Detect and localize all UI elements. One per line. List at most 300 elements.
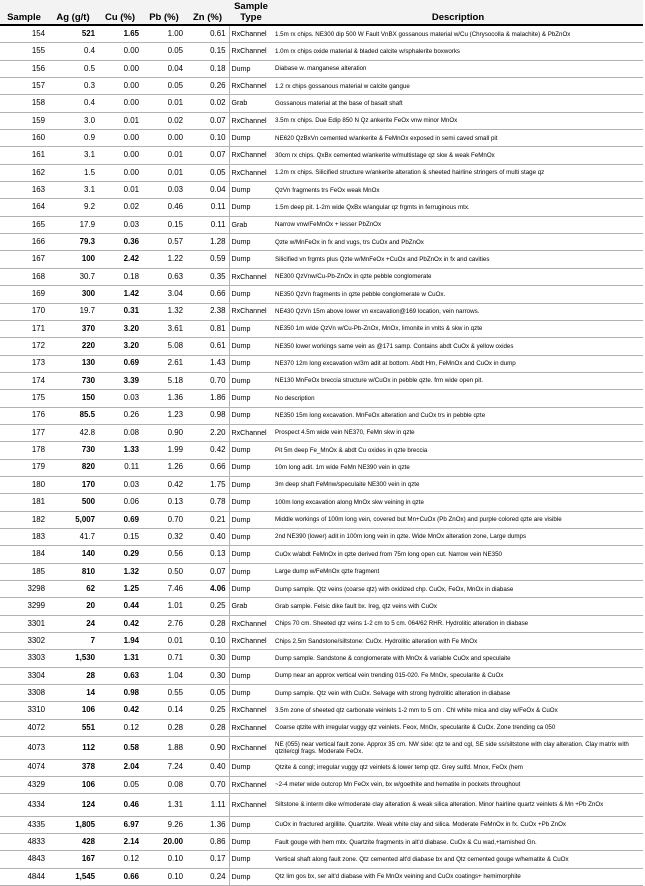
description-cell: Qtzite & congl; irregular vuggy qtz veinlets & lower temp qtz. Grey sulfd. Mnox, FeOx (hem: [273, 759, 643, 776]
cu-cell: 0.01: [98, 182, 142, 199]
sample-type-cell: Dump: [229, 834, 273, 851]
zn-cell: 0.86: [186, 834, 229, 851]
pb-cell: 1.32: [142, 303, 186, 320]
sample-cell: 176: [0, 407, 48, 424]
table-row: [0, 476, 643, 493]
table-row: [0, 338, 643, 355]
sample-type-cell: Dump: [229, 199, 273, 216]
description-cell: 1.5m deep pit. 1-2m wide QxBx w/angular qz frgmts in ferruginous mtx.: [273, 199, 643, 216]
pb-cell: 1.88: [142, 737, 186, 760]
sample-type-cell: Dump: [229, 407, 273, 424]
sample-cell: 179: [0, 459, 48, 476]
ag-cell: 167: [48, 851, 98, 868]
pb-cell: 1.99: [142, 442, 186, 459]
description-cell: Dump near an approx vertical vein trending 015-020. Fe MnOx, specularite & CuOx: [273, 667, 643, 684]
sample-cell: 3299: [0, 598, 48, 615]
table-row: [0, 43, 643, 60]
sample-cell: 175: [0, 390, 48, 407]
ag-cell: 150: [48, 390, 98, 407]
pb-cell: 0.15: [142, 216, 186, 233]
description-cell: ~2-4 meter wide outcrop Mn FeOx vein, bx w/goethite and hematite in pockets throughout: [273, 776, 643, 793]
zn-cell: 0.90: [186, 737, 229, 760]
table-row: [0, 182, 643, 199]
sample-cell: 162: [0, 164, 48, 181]
sample-cell: 4073: [0, 737, 48, 760]
cu-cell: 3.20: [98, 320, 142, 337]
pb-cell: 7.24: [142, 759, 186, 776]
table-row: [0, 737, 643, 760]
cu-cell: 2.04: [98, 759, 142, 776]
sample-type-cell: Grab: [229, 95, 273, 112]
description-cell: Grab sample. Felsic dike fault bx. Ireg, qtz veins with CuOx: [273, 598, 643, 615]
zn-cell: 0.17: [186, 851, 229, 868]
zn-cell: 0.70: [186, 372, 229, 389]
col-header-pb: Pb (%): [142, 0, 186, 25]
pb-cell: 0.46: [142, 199, 186, 216]
table-row: [0, 528, 643, 545]
sample-type-cell: Dump: [229, 546, 273, 563]
ag-cell: 3.1: [48, 147, 98, 164]
description-cell: NE350 1m wide QzVn w/Cu-Pb-ZnOx, MnOx, limonite in vnlts & skw in qzte: [273, 320, 643, 337]
zn-cell: 0.05: [186, 685, 229, 702]
table-row: [0, 581, 643, 598]
pb-cell: 0.03: [142, 182, 186, 199]
table-row: [0, 667, 643, 684]
cu-cell: 2.14: [98, 834, 142, 851]
col-header-zn: Zn (%): [186, 0, 229, 25]
sample-cell: 4334: [0, 794, 48, 817]
sample-cell: 167: [0, 251, 48, 268]
pb-cell: 0.14: [142, 702, 186, 719]
sample-type-cell: Dump: [229, 459, 273, 476]
cu-cell: 1.94: [98, 633, 142, 650]
zn-cell: 0.40: [186, 759, 229, 776]
sample-type-cell: Dump: [229, 320, 273, 337]
cu-cell: 1.42: [98, 286, 142, 303]
ag-cell: 170: [48, 476, 98, 493]
zn-cell: 0.98: [186, 407, 229, 424]
cu-cell: 0.31: [98, 303, 142, 320]
sample-cell: 4844: [0, 868, 48, 885]
sample-cell: 181: [0, 494, 48, 511]
zn-cell: 0.25: [186, 702, 229, 719]
sample-cell: 3302: [0, 633, 48, 650]
sample-type-cell: Dump: [229, 286, 273, 303]
sample-cell: 3303: [0, 650, 48, 667]
ag-cell: 140: [48, 546, 98, 563]
table-row: [0, 563, 643, 580]
zn-cell: 0.40: [186, 528, 229, 545]
table-row: [0, 834, 643, 851]
table-row: [0, 286, 643, 303]
sample-cell: 183: [0, 528, 48, 545]
zn-cell: 0.21: [186, 511, 229, 528]
table-row: [0, 633, 643, 650]
pb-cell: 3.61: [142, 320, 186, 337]
sample-cell: 170: [0, 303, 48, 320]
header-row: [0, 0, 643, 25]
cu-cell: 2.42: [98, 251, 142, 268]
sample-type-cell: Dump: [229, 182, 273, 199]
sample-type-cell: RxChannel: [229, 112, 273, 129]
sample-cell: 156: [0, 60, 48, 77]
ag-cell: 370: [48, 320, 98, 337]
sample-type-cell: RxChannel: [229, 794, 273, 817]
description-cell: NE430 QzVn 15m above lower vn excavation@169 location, vein narrows.: [273, 303, 643, 320]
col-header-ag: Ag (g/t): [48, 0, 98, 25]
table-row: [0, 251, 643, 268]
table-row: [0, 303, 643, 320]
sample-cell: 4074: [0, 759, 48, 776]
description-cell: NE350 lower workings same vein as @171 samp. Contains abdt CuOx & yellow oxides: [273, 338, 643, 355]
sample-type-cell: Dump: [229, 60, 273, 77]
description-cell: 1.2 rx chips gossanous material w calcite gangue: [273, 78, 643, 95]
description-cell: 1.0m rx chips oxide material & bladed calcite w/sphalerite boxworks: [273, 43, 643, 60]
cu-cell: 0.00: [98, 95, 142, 112]
cu-cell: 1.65: [98, 25, 142, 43]
ag-cell: 85.5: [48, 407, 98, 424]
sample-type-cell: Dump: [229, 338, 273, 355]
ag-cell: 24: [48, 615, 98, 632]
zn-cell: 0.26: [186, 78, 229, 95]
zn-cell: 0.35: [186, 268, 229, 285]
pb-cell: 7.46: [142, 581, 186, 598]
sample-cell: 157: [0, 78, 48, 95]
table-row: [0, 598, 643, 615]
sample-cell: 158: [0, 95, 48, 112]
ag-cell: 378: [48, 759, 98, 776]
description-cell: Pit 5m deep Fe_MnOx & abdt Cu oxides in qzte breccia: [273, 442, 643, 459]
sample-type-cell: RxChannel: [229, 424, 273, 441]
ag-cell: 3.0: [48, 112, 98, 129]
sample-cell: 159: [0, 112, 48, 129]
description-cell: NE620 QzBxVn cemented w/ankerite & FeMnOx exposed in semi caved small pit: [273, 130, 643, 147]
pb-cell: 1.22: [142, 251, 186, 268]
sample-cell: 160: [0, 130, 48, 147]
ag-cell: 62: [48, 581, 98, 598]
cu-cell: 0.05: [98, 776, 142, 793]
ag-cell: 730: [48, 442, 98, 459]
pb-cell: 2.61: [142, 355, 186, 372]
sample-type-cell: Dump: [229, 130, 273, 147]
sample-type-cell: RxChannel: [229, 702, 273, 719]
zn-cell: 1.36: [186, 816, 229, 833]
ag-cell: 7: [48, 633, 98, 650]
pb-cell: 2.76: [142, 615, 186, 632]
table-row: [0, 112, 643, 129]
cu-cell: 1.31: [98, 650, 142, 667]
description-cell: Qzte w/MnFeOx in fx and vugs, trs CuOx and PbZnOx: [273, 234, 643, 251]
zn-cell: 0.25: [186, 598, 229, 615]
pb-cell: 0.01: [142, 95, 186, 112]
cu-cell: 1.25: [98, 581, 142, 598]
zn-cell: 1.75: [186, 476, 229, 493]
cu-cell: 0.15: [98, 528, 142, 545]
zn-cell: 0.15: [186, 43, 229, 60]
zn-cell: 0.30: [186, 667, 229, 684]
pb-cell: 0.10: [142, 851, 186, 868]
pb-cell: 1.00: [142, 25, 186, 43]
sample-cell: 164: [0, 199, 48, 216]
description-cell: CuOx in fractured argillite. Quartzite. Weak white clay and silica. Moderate FeMnOx in fx. CuOx +Pb ZnOx: [273, 816, 643, 833]
cu-cell: 0.44: [98, 598, 142, 615]
sample-type-cell: Dump: [229, 234, 273, 251]
ag-cell: 14: [48, 685, 98, 702]
sample-cell: 168: [0, 268, 48, 285]
cu-cell: 0.98: [98, 685, 142, 702]
description-cell: Diabase w. manganese alteration: [273, 60, 643, 77]
zn-cell: 0.81: [186, 320, 229, 337]
ag-cell: 0.4: [48, 43, 98, 60]
table-row: [0, 164, 643, 181]
ag-cell: 106: [48, 776, 98, 793]
table-row: [0, 78, 643, 95]
pb-cell: 0.08: [142, 776, 186, 793]
ag-cell: 124: [48, 794, 98, 817]
table-row: [0, 719, 643, 736]
pb-cell: 9.26: [142, 816, 186, 833]
ag-cell: 112: [48, 737, 98, 760]
description-cell: 2nd NE390 (lower) adit in 100m long vein in qzte. Wide MnOx alteration zone, Large dumps: [273, 528, 643, 545]
zn-cell: 0.66: [186, 286, 229, 303]
sample-type-cell: RxChannel: [229, 78, 273, 95]
sample-cell: 154: [0, 25, 48, 43]
sample-cell: 4329: [0, 776, 48, 793]
table-row: [0, 851, 643, 868]
description-cell: QzVn fragments trs FeOx weak MnOx: [273, 182, 643, 199]
sample-type-cell: Grab: [229, 598, 273, 615]
ag-cell: 428: [48, 834, 98, 851]
cu-cell: 0.00: [98, 147, 142, 164]
ag-cell: 106: [48, 702, 98, 719]
description-cell: Dump sample. Qtz vein with CuOx. Selvage with strong hydrolitic alteration in diabase: [273, 685, 643, 702]
sample-cell: 4843: [0, 851, 48, 868]
pb-cell: 1.04: [142, 667, 186, 684]
ag-cell: 1,805: [48, 816, 98, 833]
pb-cell: 3.04: [142, 286, 186, 303]
pb-cell: 0.05: [142, 43, 186, 60]
ag-cell: 810: [48, 563, 98, 580]
ag-cell: 5,007: [48, 511, 98, 528]
cu-cell: 0.00: [98, 60, 142, 77]
pb-cell: 0.71: [142, 650, 186, 667]
description-cell: CuOx w/abdt FeMnOx in qzte derived from 75m long open cut. Narrow vein NE350: [273, 546, 643, 563]
zn-cell: 0.11: [186, 199, 229, 216]
pb-cell: 0.13: [142, 494, 186, 511]
sample-type-cell: Dump: [229, 528, 273, 545]
sample-cell: 172: [0, 338, 48, 355]
table-row: [0, 702, 643, 719]
col-header-sample-type: Sample Type: [229, 0, 273, 25]
pb-cell: 1.23: [142, 407, 186, 424]
pb-cell: 0.01: [142, 633, 186, 650]
sample-cell: 161: [0, 147, 48, 164]
sample-cell: 3308: [0, 685, 48, 702]
ag-cell: 0.5: [48, 60, 98, 77]
table-row: [0, 216, 643, 233]
ag-cell: 1,545: [48, 868, 98, 885]
cu-cell: 0.29: [98, 546, 142, 563]
sample-cell: 3304: [0, 667, 48, 684]
ag-cell: 41.7: [48, 528, 98, 545]
description-cell: Chips 2.5m Sandstone/siltstone: CuOx. Hydrolitic alteration with Fe MnOx: [273, 633, 643, 650]
sample-type-cell: Dump: [229, 868, 273, 885]
sample-cell: 182: [0, 511, 48, 528]
table-row: [0, 147, 643, 164]
table-row: [0, 868, 643, 885]
zn-cell: 0.28: [186, 615, 229, 632]
zn-cell: 0.78: [186, 494, 229, 511]
sample-type-cell: Dump: [229, 650, 273, 667]
cu-cell: 0.69: [98, 511, 142, 528]
cu-cell: 0.69: [98, 355, 142, 372]
description-cell: No description: [273, 390, 643, 407]
description-cell: NE130 MnFeOx breccia structure w/CuOx in pebble qzte. frm wide open pit.: [273, 372, 643, 389]
ag-cell: 500: [48, 494, 98, 511]
zn-cell: 0.28: [186, 719, 229, 736]
ag-cell: 100: [48, 251, 98, 268]
pb-cell: 1.36: [142, 390, 186, 407]
sample-cell: 173: [0, 355, 48, 372]
cu-cell: 0.02: [98, 199, 142, 216]
cu-cell: 1.33: [98, 442, 142, 459]
sample-cell: 178: [0, 442, 48, 459]
description-cell: Siltstone & interm dike w/moderate clay alteration & weak silica alteration. Minor hairline quartz veinlets & Mn +Pb ZnOx: [273, 794, 643, 817]
description-cell: Gossanous material at the base of basalt shaft: [273, 95, 643, 112]
cu-cell: 6.97: [98, 816, 142, 833]
ag-cell: 730: [48, 372, 98, 389]
table-row: [0, 546, 643, 563]
sample-cell: 4072: [0, 719, 48, 736]
table-row: [0, 615, 643, 632]
cu-cell: 0.36: [98, 234, 142, 251]
cu-cell: 0.18: [98, 268, 142, 285]
table-row: [0, 355, 643, 372]
description-cell: Silicified vn frgmts plus Qzte w/MnFeOx +CuOx and PbZnOx in fx and cavities: [273, 251, 643, 268]
col-header-sample: Sample: [0, 0, 48, 25]
table-row: [0, 390, 643, 407]
zn-cell: 0.70: [186, 776, 229, 793]
description-cell: 1.2m rx chips. Silicified structure w/ankerite alteration & sheeted hairline stringers of multi stage qz: [273, 164, 643, 181]
sample-type-cell: Dump: [229, 685, 273, 702]
sample-type-cell: Dump: [229, 511, 273, 528]
sample-cell: 165: [0, 216, 48, 233]
sample-type-cell: RxChannel: [229, 737, 273, 760]
zn-cell: 2.38: [186, 303, 229, 320]
sample-cell: 184: [0, 546, 48, 563]
description-cell: NE300 QzVnw/Cu-Pb-ZnOx in qzte pebble conglomerate: [273, 268, 643, 285]
zn-cell: 0.07: [186, 112, 229, 129]
sample-cell: 155: [0, 43, 48, 60]
pb-cell: 0.42: [142, 476, 186, 493]
sample-cell: 4833: [0, 834, 48, 851]
pb-cell: 20.00: [142, 834, 186, 851]
sample-type-cell: RxChannel: [229, 164, 273, 181]
sample-type-cell: Dump: [229, 390, 273, 407]
sample-type-cell: RxChannel: [229, 719, 273, 736]
sample-type-cell: RxChannel: [229, 776, 273, 793]
description-cell: Qtz lim gos bx, ser alt'd diabase with Fe MnOx veining and CuOx coatings+ hemimorphite: [273, 868, 643, 885]
ag-cell: 42.8: [48, 424, 98, 441]
cu-cell: 0.12: [98, 851, 142, 868]
pb-cell: 0.56: [142, 546, 186, 563]
pb-cell: 0.05: [142, 78, 186, 95]
table-row: [0, 268, 643, 285]
sample-type-cell: Dump: [229, 476, 273, 493]
pb-cell: 0.01: [142, 164, 186, 181]
table-row: [0, 130, 643, 147]
zn-cell: 0.13: [186, 546, 229, 563]
zn-cell: 1.28: [186, 234, 229, 251]
sample-cell: 166: [0, 234, 48, 251]
cu-cell: 0.03: [98, 216, 142, 233]
pb-cell: 1.31: [142, 794, 186, 817]
table-row: [0, 199, 643, 216]
description-cell: NE (055) near vertical fault zone. Approx 35 cm. NW side: qtz te and cgl, SE side ss/siltstone with clay alteration. Clay matrix with qtzite/cgl frags. Moderate FeOx.: [273, 737, 643, 760]
description-cell: NE350 15m long excavation. MnFeOx alteration and CuOx trs in pebble qzte: [273, 407, 643, 424]
sample-type-cell: RxChannel: [229, 268, 273, 285]
ag-cell: 0.9: [48, 130, 98, 147]
cu-cell: 0.58: [98, 737, 142, 760]
ag-cell: 0.4: [48, 95, 98, 112]
description-cell: Prospect 4.5m wide vein NE370, FeMn skw in qzte: [273, 424, 643, 441]
sample-cell: 180: [0, 476, 48, 493]
sample-cell: 3301: [0, 615, 48, 632]
pb-cell: 5.08: [142, 338, 186, 355]
zn-cell: 1.86: [186, 390, 229, 407]
cu-cell: 0.03: [98, 390, 142, 407]
table-row: [0, 407, 643, 424]
sample-type-cell: RxChannel: [229, 615, 273, 632]
ag-cell: 820: [48, 459, 98, 476]
zn-cell: 0.30: [186, 650, 229, 667]
pb-cell: 0.90: [142, 424, 186, 441]
description-cell: 3m deep shaft FeMnw/speculaite NE300 vein in qzte: [273, 476, 643, 493]
ag-cell: 130: [48, 355, 98, 372]
cu-cell: 0.42: [98, 702, 142, 719]
sample-cell: 171: [0, 320, 48, 337]
description-cell: NE350 QzVn fragments in qzte pebble conglomerate w CuOx.: [273, 286, 643, 303]
sample-cell: 169: [0, 286, 48, 303]
zn-cell: 0.61: [186, 338, 229, 355]
description-cell: NE370 12m long excavation w/3m adit at bottom. Abdt Hm, FeMnOx and CuOx in dump: [273, 355, 643, 372]
table-row: [0, 424, 643, 441]
description-cell: Dump sample. Qtz veins (coarse qtz) with oxidized chp. CuOx, FeOx, MnOx in diabase: [273, 581, 643, 598]
pb-cell: 0.55: [142, 685, 186, 702]
ag-cell: 0.3: [48, 78, 98, 95]
cu-cell: 0.00: [98, 164, 142, 181]
cu-cell: 0.66: [98, 868, 142, 885]
zn-cell: 0.18: [186, 60, 229, 77]
cu-cell: 1.32: [98, 563, 142, 580]
ag-cell: 17.9: [48, 216, 98, 233]
cu-cell: 0.00: [98, 78, 142, 95]
description-cell: Coarse qtzite with irregular vuggy qtz veinlets. Feox, MnOx, specularite & CuOx. Zone trending ca 050: [273, 719, 643, 736]
table-row: [0, 372, 643, 389]
table-row: [0, 320, 643, 337]
table-row: [0, 95, 643, 112]
zn-cell: 4.06: [186, 581, 229, 598]
zn-cell: 0.04: [186, 182, 229, 199]
table-row: [0, 794, 643, 817]
table-row: [0, 650, 643, 667]
description-cell: Vertical shaft along fault zone. Qtz cemented alt'd diabase bx and Qtz cemented gouge w/hematite & CuOx: [273, 851, 643, 868]
table-row: [0, 442, 643, 459]
pb-cell: 5.18: [142, 372, 186, 389]
zn-cell: 0.02: [186, 95, 229, 112]
sample-type-cell: Dump: [229, 494, 273, 511]
pb-cell: 0.70: [142, 511, 186, 528]
